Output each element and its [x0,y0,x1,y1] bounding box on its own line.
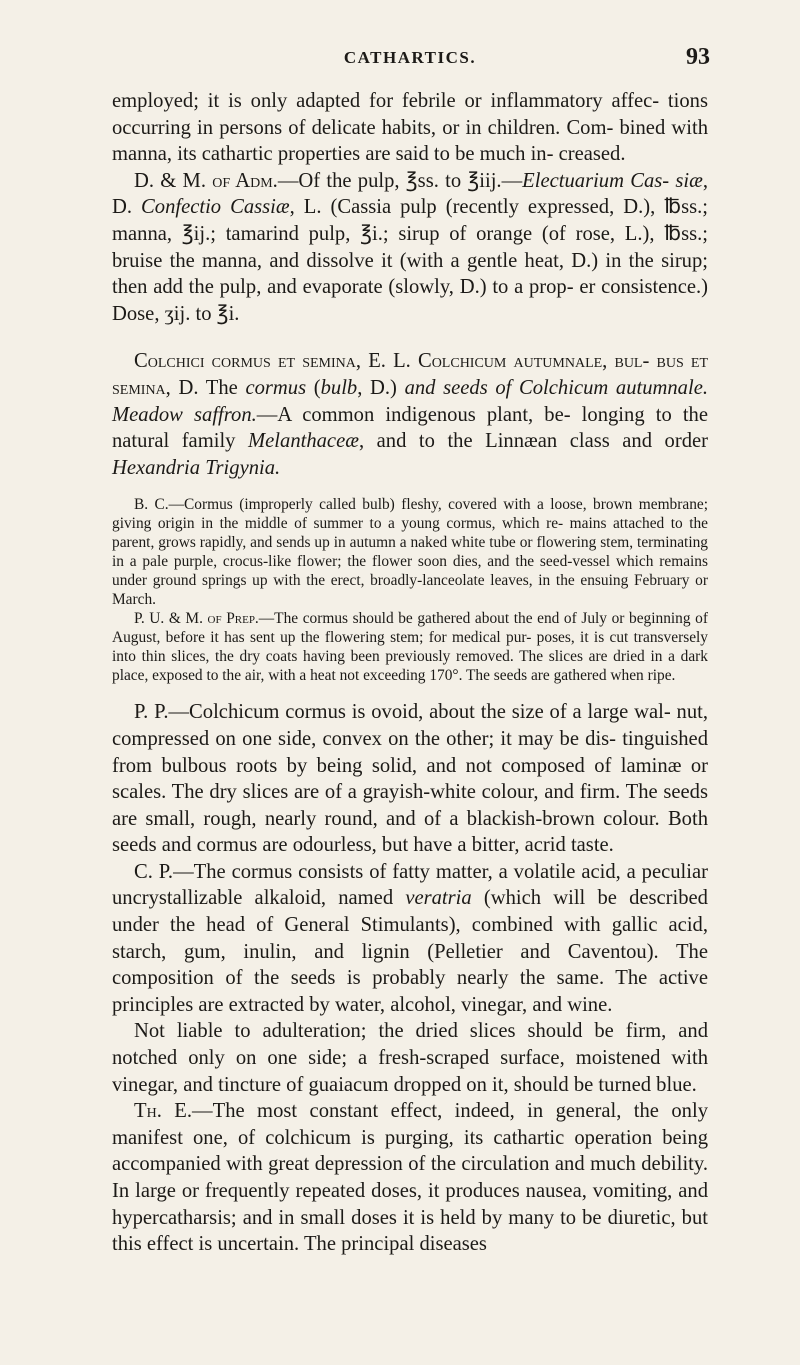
paragraph-botanical-character [112,495,708,609]
paragraph-physical-properties [112,699,708,859]
section-lead: D. & M. of Adm. [134,169,278,192]
paragraph-text: B. C.—Cormus (improperly called bulb) fleshy, covered with a loose, brown membrane; giving origin in the middle of summer to a young cormus, which re- mains attached to the parent, grows rapidly, and sends up in autumn a naked white tube or flowering stem, terminating in a pale purple, crocus-like flower; the flower soon dies, and the seed-vessel which remains under ground springs up with the erect, broadly-lanceolate leaves, in the ensuing February or March. [112,496,708,609]
paragraph-therapeutic-effects [112,1098,708,1258]
paragraph-text: C. P.—The cormus consists of fatty matter, a volatile acid, a peculiar uncrystallizable alkaloid, named [112,860,708,910]
paragraph-preparation [112,609,708,685]
paragraph-adulteration [112,1018,708,1098]
section-lead: P. U. & M. of Prep. [134,610,259,628]
italic-term: veratria [405,887,472,910]
paragraph-text: , and to the Linnæan class and order [358,430,708,453]
paragraph-text: —The most constant effect, indeed, in general, the only manifest one, of colchicum is purging, its cathartic operation being accompanied with great depression of the circulation and much debility. In large or frequently repeated doses, it produces nausea, vomiting, and hypercatharsis; and in small doses it is held by many to be diuretic, but this effect is uncertain. The principal diseases [112,1100,708,1256]
preparation-name: Electuarium Cas- siæ [522,169,703,192]
paragraph-text: —Of the pulp, ℥ss. to ℥iij.— [277,169,523,192]
paragraph-chemical-properties [112,859,708,1019]
running-head [110,44,710,72]
running-title: CATHARTICS. [343,48,477,67]
italic-term: and seeds of Colchicum autumnale. Meadow saffron. [112,376,708,426]
italic-term: Melanthaceæ [248,430,359,453]
body-text [112,88,708,1258]
italic-term: cormus [245,376,307,399]
preparation-name: Confectio Cassiæ [141,196,290,219]
paragraph-text: employed; it is only adapted for febrile or inflammatory affec- tions occurring in persons of delicate habits, or in children. Com- bined with manna, its cathartic properties are said to be much in- creased. [112,90,708,166]
paragraph-text: , D.) [357,376,405,399]
paragraph-text: P. P.—Colchicum cormus is ovoid, about the size of a large wal- nut, compressed on one side, convex on the other; it may be dis- tinguished from bulbous roots by being solid, and not composed of laminæ or scales. The dry slices are of a grayish-white colour, and firm. The seeds are small, rough, nearly round, and of a blackish-brown colour. Both seeds and cormus are odourless, but have a bitter, acrid taste. [112,701,708,857]
paragraph-text: The [198,376,246,399]
italic-term: Hexandria Trigynia. [112,456,281,479]
paragraph-cassia-use [112,88,708,168]
paragraph-text: , L. (Cassia pulp (recently expressed, D.), ℔ss.; manna, ℥ij.; tamarind pulp, ℥i.; sirup of orange (of rose, L.), ℔ss.; bruise the manna, and dissolve it (with a gentle heat, D.) in the sirup; then add the pulp, and evaporate (slowly, D.) to a prop- er consistence.) Dose, ʒij. to ℥i. [112,196,708,325]
paragraph-cassia-dose [112,168,708,328]
italic-term: bulb [320,376,358,399]
paragraph-text: (which will be described under the head of General Stimulants), combined with gallic acid, starch, gum, inulin, and lignin (Pelletier and Caventou). The composition of the seeds is probably nearly the same. The active principles are extracted by water, alcohol, vinegar, and wine. [112,887,708,1016]
paragraph-colchicum-heading [112,348,708,481]
section-lead: Th. E. [134,1100,193,1123]
section-heading: Colchici cormus et semina, E. L. Colchicum autumnale, bul- bus et semina, D. [112,350,708,399]
paragraph-text: —The cormus should be gathered about the end of July or beginning of August, before it has sent up the flowering stem; for medical pur- poses, it is cut transversely into thin slices, the dry coats having been previously removed. The slices are dried in a dark place, exposed to the air, with a heat not exceeding 170°. The seeds are gathered when ripe. [112,610,708,685]
paragraph-text: , D. [112,169,708,219]
paragraph-text: Not liable to adulteration; the dried slices should be firm, and notched only on one side; a fresh-scraped surface, moistened with vinegar, and tincture of guaiacum dropped on it, should be turned blue. [112,1020,708,1096]
paragraph-text: —A common indigenous plant, be- longing to the natural family [112,403,708,453]
page-number: 93 [686,44,710,70]
paragraph-text: ( [306,376,321,399]
